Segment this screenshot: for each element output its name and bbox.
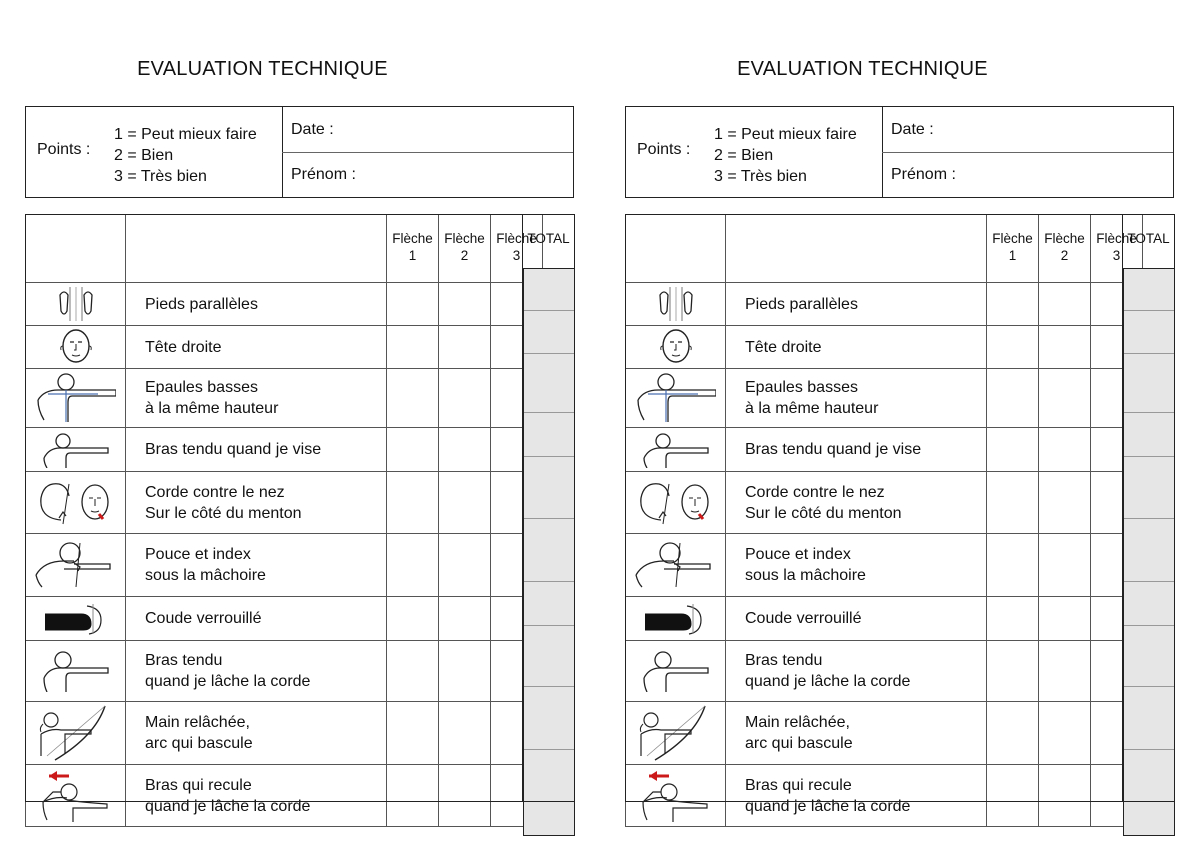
arrow-column-header-line: 1	[408, 248, 417, 263]
thumb-jaw-icon	[26, 541, 125, 589]
bow-tilt-icon	[26, 704, 125, 762]
total-cell-divider	[524, 310, 574, 311]
arrow-column-header	[439, 215, 491, 283]
score-cell-arrow-2[interactable]	[439, 641, 491, 702]
row-icon-cell	[626, 369, 726, 428]
score-cell-arrow-1[interactable]	[387, 472, 439, 534]
evaluation-table	[25, 214, 543, 827]
feet-icon	[26, 287, 125, 321]
score-cell-arrow-1[interactable]	[387, 641, 439, 702]
score-cell-arrow-1[interactable]	[987, 597, 1039, 641]
score-cell-arrow-2[interactable]	[439, 597, 491, 641]
criteria-line: Bras tendu	[745, 652, 823, 669]
arm-release-icon	[26, 650, 125, 692]
criteria-line: Bras tendu	[145, 652, 223, 669]
score-cell-arrow-1[interactable]	[987, 702, 1039, 765]
arrow-column-header-line: 1	[1008, 248, 1017, 263]
criteria-line: Bras qui recule	[745, 776, 852, 794]
criteria-line: Pouce et index	[145, 546, 251, 563]
row-icon-cell	[626, 534, 726, 597]
criteria-line: quand je lâche la corde	[745, 673, 911, 690]
row-icon-cell	[26, 597, 126, 641]
score-cell-arrow-2[interactable]	[1039, 534, 1091, 597]
criteria-line: Corde contre le nez	[145, 483, 285, 501]
criteria-line: sous la mâchoire	[145, 567, 266, 584]
table-row	[26, 702, 543, 765]
table-row	[26, 472, 543, 534]
criteria-line: arc qui bascule	[145, 735, 253, 752]
score-cell-arrow-1[interactable]	[987, 765, 1039, 827]
points-scale	[714, 124, 857, 187]
score-cell-arrow-1[interactable]	[387, 283, 439, 326]
criteria-text	[726, 702, 987, 765]
criteria-text	[126, 428, 387, 472]
evaluation-table	[625, 214, 1143, 827]
arrow-column-header-line: Flèche	[496, 231, 537, 246]
criteria-text	[726, 326, 987, 369]
row-icon-cell	[626, 597, 726, 641]
table-header-row	[626, 215, 1143, 283]
score-cell-arrow-1[interactable]	[987, 283, 1039, 326]
table-row	[626, 326, 1143, 369]
table-row	[626, 765, 1143, 827]
total-column[interactable]	[1123, 268, 1175, 802]
row-icon-cell	[626, 326, 726, 369]
score-cell-arrow-2[interactable]	[1039, 283, 1091, 326]
grand-total-cell[interactable]	[1123, 802, 1175, 836]
arrow-column-header-line: Flèche	[992, 231, 1033, 246]
row-icon-cell	[26, 428, 126, 472]
points-label: Points :	[37, 141, 91, 158]
total-cell-divider	[1124, 686, 1174, 687]
arm-recoil-icon	[26, 770, 125, 822]
criteria-text	[726, 283, 987, 326]
row-icon-cell	[26, 534, 126, 597]
header-icon-cell	[26, 215, 126, 283]
grand-total-cell[interactable]	[523, 802, 575, 836]
table-row	[626, 283, 1143, 326]
table-row	[26, 534, 543, 597]
score-cell-arrow-1[interactable]	[987, 326, 1039, 369]
arrow-column-header-line: 3	[1112, 248, 1121, 263]
criteria-line: quand je lâche la corde	[145, 797, 311, 815]
criteria-line: Epaules basses	[145, 379, 258, 396]
table-row	[626, 641, 1143, 702]
criteria-line: Sur le côté du menton	[745, 504, 902, 522]
score-cell-arrow-2[interactable]	[439, 428, 491, 472]
score-cell-arrow-1[interactable]	[387, 369, 439, 428]
shoulders-icon	[626, 372, 725, 424]
criteria-line: quand je lâche la corde	[145, 673, 311, 690]
table-row	[26, 283, 543, 326]
total-cell-divider	[524, 625, 574, 626]
criteria-text	[126, 597, 387, 641]
points-scale	[114, 124, 257, 187]
criteria-text	[726, 428, 987, 472]
score-cell-arrow-2[interactable]	[439, 472, 491, 534]
header-criteria-cell	[126, 215, 387, 283]
head-icon	[626, 328, 725, 366]
criteria-line: Main relâchée,	[745, 714, 850, 731]
arrow-column-header	[387, 215, 439, 283]
criteria-line: Pouce et index	[745, 546, 851, 563]
string-face-icon	[626, 480, 725, 526]
criteria-text	[126, 534, 387, 597]
arrow-column-header-line: Flèche	[1044, 231, 1085, 246]
points-scale-item: 1 = Peut mieux faire	[714, 126, 857, 143]
criteria-line: Bras tendu quand je vise	[745, 441, 922, 458]
header-icon-cell	[626, 215, 726, 283]
total-column[interactable]	[523, 268, 575, 802]
score-cell-arrow-1[interactable]	[987, 472, 1039, 534]
score-cell-arrow-1[interactable]	[387, 702, 439, 765]
points-scale-item: 1 = Peut mieux faire	[114, 126, 257, 143]
score-cell-arrow-2[interactable]	[1039, 326, 1091, 369]
score-cell-arrow-1[interactable]	[387, 534, 439, 597]
score-cell-arrow-1[interactable]	[987, 641, 1039, 702]
total-cell-divider	[524, 456, 574, 457]
criteria-text	[726, 369, 987, 428]
total-cell-divider	[1124, 581, 1174, 582]
arm-extended-icon	[626, 432, 725, 468]
arrow-column-header-line: 3	[512, 248, 521, 263]
table-row	[626, 597, 1143, 641]
points-scale-item: 2 = Bien	[714, 147, 774, 164]
criteria-text	[126, 283, 387, 326]
score-cell-arrow-2[interactable]	[439, 283, 491, 326]
arm-extended-icon	[26, 432, 125, 468]
total-cell-divider	[1124, 412, 1174, 413]
criteria-line: Tête droite	[745, 338, 822, 356]
header-box	[625, 106, 1174, 198]
table-row	[626, 472, 1143, 534]
table-row	[26, 428, 543, 472]
string-face-icon	[26, 480, 125, 526]
score-cell-arrow-1[interactable]	[987, 534, 1039, 597]
table-row	[626, 534, 1143, 597]
criteria-line: Tête droite	[145, 338, 222, 356]
score-cell-arrow-2[interactable]	[1039, 702, 1091, 765]
score-cell-arrow-2[interactable]	[439, 702, 491, 765]
criteria-text	[126, 702, 387, 765]
shoulders-icon	[26, 372, 125, 424]
elbow-icon	[626, 602, 725, 636]
total-cell-divider	[1124, 353, 1174, 354]
criteria-line: Pieds parallèles	[745, 295, 858, 313]
row-icon-cell	[626, 283, 726, 326]
header-criteria-cell	[726, 215, 987, 283]
feet-icon	[626, 287, 725, 321]
total-cell-divider	[524, 581, 574, 582]
row-icon-cell	[26, 472, 126, 534]
criteria-line: Corde contre le nez	[745, 483, 885, 501]
total-cell-divider	[1124, 518, 1174, 519]
table-row	[26, 326, 543, 369]
total-header: TOTAL	[523, 214, 575, 268]
score-cell-arrow-2[interactable]	[439, 326, 491, 369]
criteria-text	[126, 765, 387, 827]
score-cell-arrow-2[interactable]	[1039, 765, 1091, 827]
criteria-line: Bras tendu quand je vise	[145, 441, 322, 458]
sheet-title: EVALUATION TECHNIQUE	[137, 58, 388, 80]
table-row	[626, 369, 1143, 428]
head-icon	[26, 328, 125, 366]
table-row	[26, 765, 543, 827]
header-divider	[882, 152, 1173, 153]
row-icon-cell	[626, 702, 726, 765]
points-label: Points :	[637, 141, 691, 158]
total-cell-divider	[524, 412, 574, 413]
points-scale-item: 3 = Très bien	[114, 168, 207, 185]
arm-release-icon	[626, 650, 725, 692]
score-cell-arrow-1[interactable]	[387, 326, 439, 369]
criteria-text	[726, 597, 987, 641]
name-field[interactable]: Prénom :	[291, 166, 356, 183]
criteria-line: sous la mâchoire	[745, 567, 866, 584]
total-cell-divider	[1124, 625, 1174, 626]
criteria-line: Sur le côté du menton	[145, 504, 302, 522]
criteria-line: Epaules basses	[745, 379, 858, 396]
criteria-line: à la même hauteur	[745, 400, 879, 417]
criteria-text	[126, 326, 387, 369]
row-icon-cell	[26, 641, 126, 702]
score-cell-arrow-2[interactable]	[1039, 597, 1091, 641]
points-scale-item: 3 = Très bien	[714, 168, 807, 185]
table-row	[626, 428, 1143, 472]
arrow-column-header	[1039, 215, 1091, 283]
criteria-text	[126, 641, 387, 702]
criteria-text	[126, 369, 387, 428]
table-row	[26, 369, 543, 428]
row-icon-cell	[26, 765, 126, 827]
date-field[interactable]: Date :	[891, 121, 934, 138]
total-cell-divider	[524, 518, 574, 519]
arrow-column-header-line: 2	[460, 248, 469, 263]
arrow-column-header	[987, 215, 1039, 283]
header-box	[25, 106, 574, 198]
row-icon-cell	[626, 428, 726, 472]
row-icon-cell	[626, 641, 726, 702]
thumb-jaw-icon	[626, 541, 725, 589]
score-cell-arrow-1[interactable]	[387, 597, 439, 641]
table-row	[26, 641, 543, 702]
total-cell-divider	[1124, 310, 1174, 311]
total-header: TOTAL	[1123, 214, 1175, 268]
arrow-column-header-line: 2	[1060, 248, 1069, 263]
total-cell-divider	[524, 353, 574, 354]
score-cell-arrow-2[interactable]	[1039, 641, 1091, 702]
evaluation-sheet-left	[0, 0, 570, 848]
evaluation-sheet-right	[600, 0, 1170, 848]
criteria-text	[726, 765, 987, 827]
criteria-text	[726, 641, 987, 702]
score-cell-arrow-1[interactable]	[387, 765, 439, 827]
row-icon-cell	[26, 702, 126, 765]
criteria-line: Pieds parallèles	[145, 295, 258, 313]
criteria-line: quand je lâche la corde	[745, 797, 911, 815]
total-cell-divider	[524, 749, 574, 750]
header-divider	[282, 152, 573, 153]
criteria-line: à la même hauteur	[145, 400, 279, 417]
arrow-column-header-line: Flèche	[392, 231, 433, 246]
arrow-column-header-line: Flèche	[444, 231, 485, 246]
row-icon-cell	[626, 472, 726, 534]
table-header-row	[26, 215, 543, 283]
total-cell-divider	[1124, 456, 1174, 457]
table-row	[626, 702, 1143, 765]
score-cell-arrow-2[interactable]	[439, 534, 491, 597]
arrow-column-header-line: Flèche	[1096, 231, 1137, 246]
sheet-title: EVALUATION TECHNIQUE	[737, 58, 988, 80]
score-cell-arrow-2[interactable]	[1039, 428, 1091, 472]
criteria-line: Coude verrouillé	[145, 610, 262, 627]
score-cell-arrow-1[interactable]	[987, 428, 1039, 472]
total-cell-divider	[524, 686, 574, 687]
score-cell-arrow-1[interactable]	[387, 428, 439, 472]
criteria-line: Main relâchée,	[145, 714, 250, 731]
criteria-line: Bras qui recule	[145, 776, 252, 794]
total-cell-divider	[1124, 749, 1174, 750]
row-icon-cell	[26, 283, 126, 326]
score-cell-arrow-1[interactable]	[987, 369, 1039, 428]
name-field[interactable]: Prénom :	[891, 166, 956, 183]
criteria-text	[726, 472, 987, 534]
arm-recoil-icon	[626, 770, 725, 822]
criteria-text	[726, 534, 987, 597]
score-cell-arrow-2[interactable]	[439, 369, 491, 428]
row-icon-cell	[26, 326, 126, 369]
criteria-line: Coude verrouillé	[745, 610, 862, 627]
score-cell-arrow-2[interactable]	[439, 765, 491, 827]
date-field[interactable]: Date :	[291, 121, 334, 138]
row-icon-cell	[26, 369, 126, 428]
criteria-text	[126, 472, 387, 534]
points-scale-item: 2 = Bien	[114, 147, 174, 164]
table-row	[26, 597, 543, 641]
criteria-line: arc qui bascule	[745, 735, 853, 752]
bow-tilt-icon	[626, 704, 725, 762]
score-cell-arrow-2[interactable]	[1039, 369, 1091, 428]
score-cell-arrow-2[interactable]	[1039, 472, 1091, 534]
row-icon-cell	[626, 765, 726, 827]
elbow-icon	[26, 602, 125, 636]
